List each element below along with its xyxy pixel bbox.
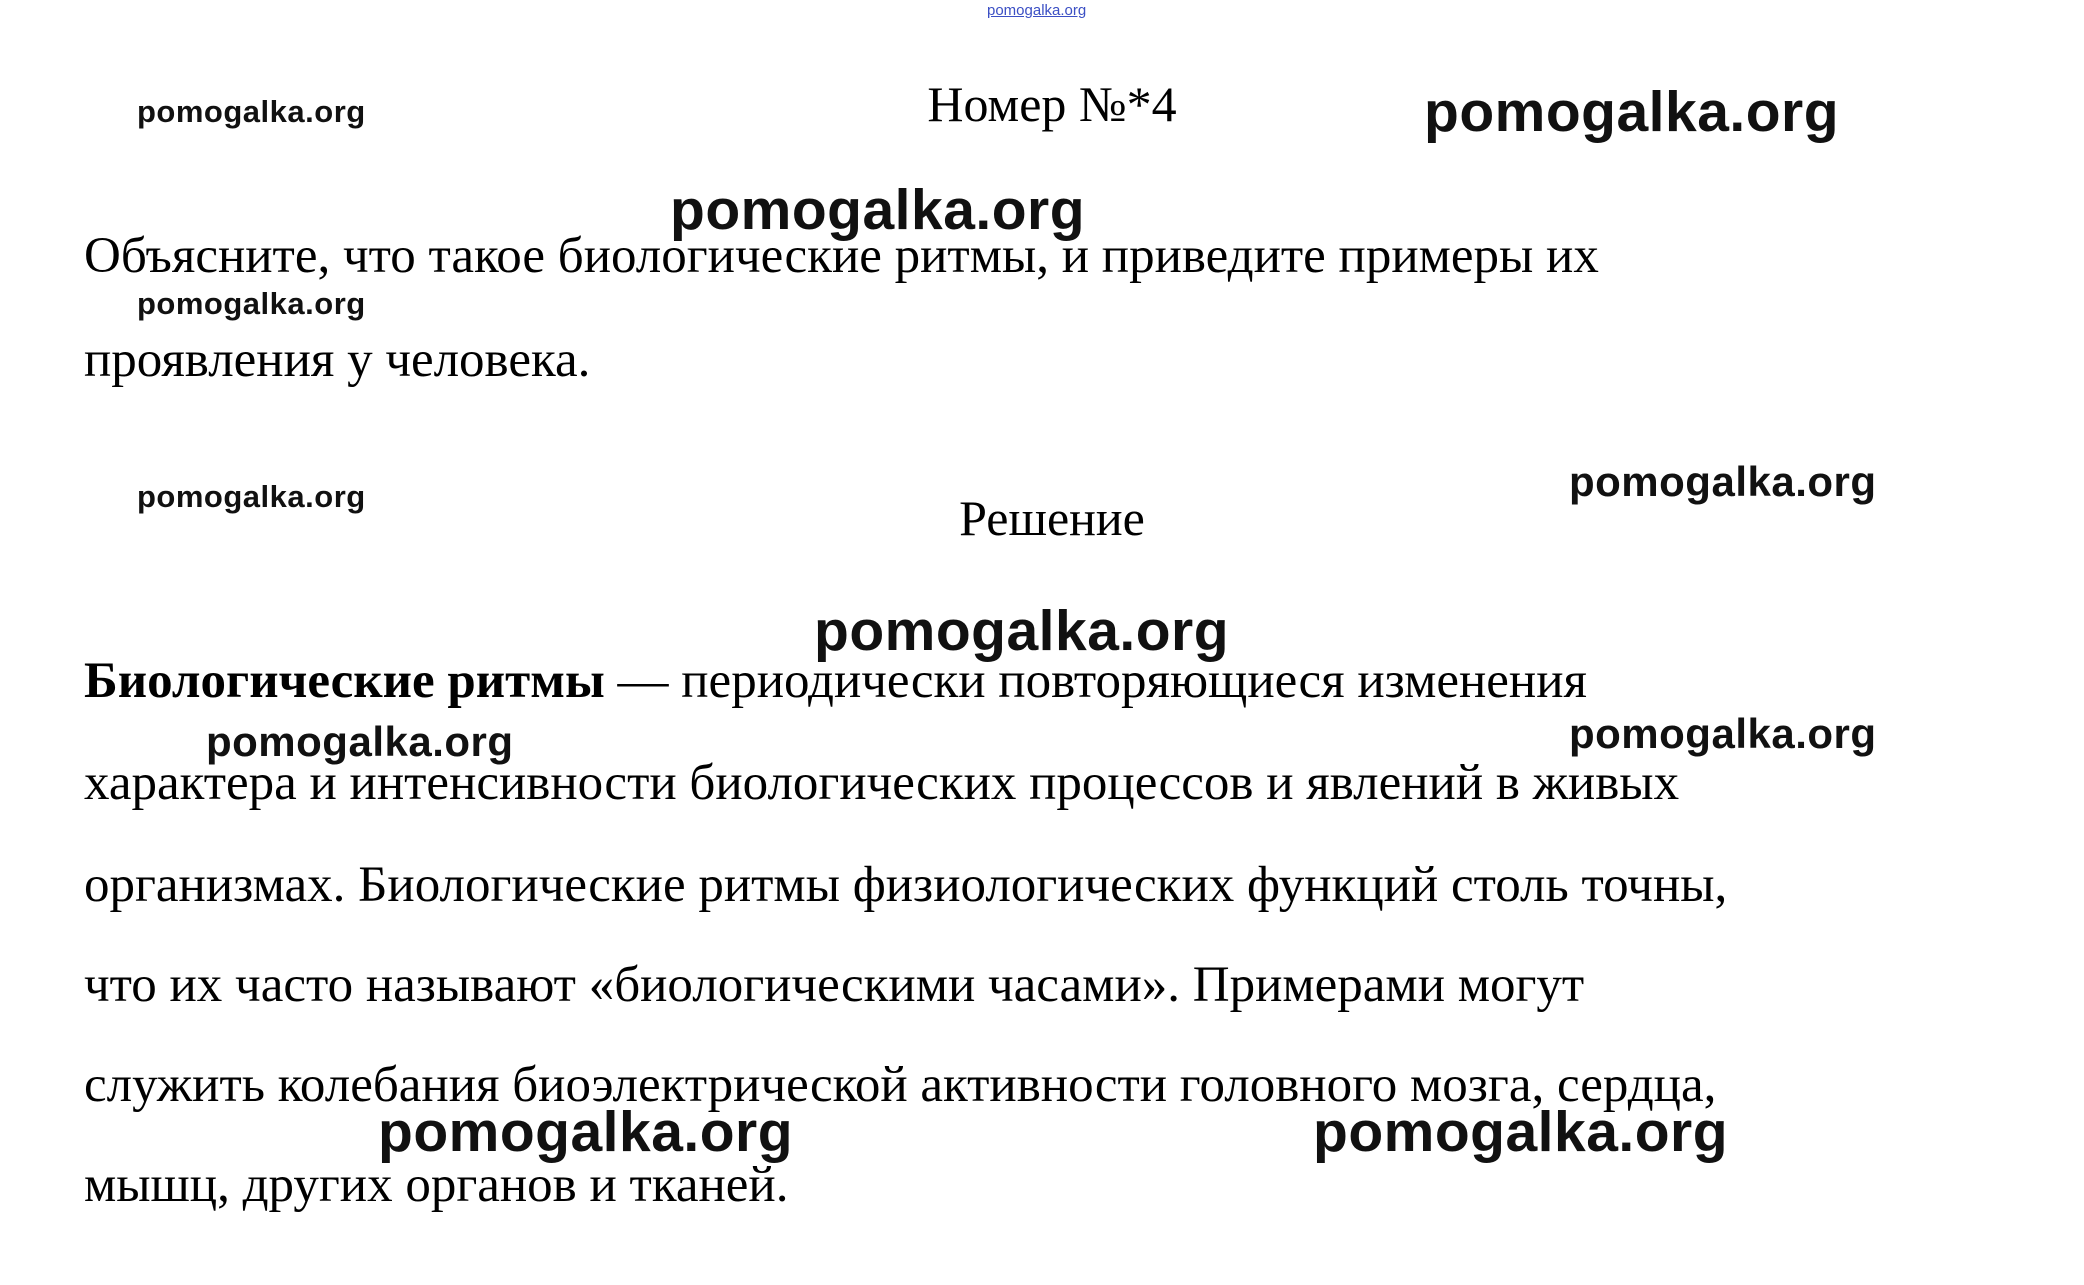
- watermark: pomogalka.org: [378, 1100, 794, 1164]
- watermark: pomogalka.org: [1313, 1100, 1729, 1164]
- solution-line-4: что их часто называют «биологическими часами». Примерами могут: [84, 957, 1585, 1013]
- page-title: Номер №*4: [927, 76, 1177, 132]
- term-bold: Биологические ритмы: [84, 653, 605, 709]
- watermark: pomogalka.org: [206, 718, 514, 765]
- source-link[interactable]: pomogalka.org: [987, 2, 1087, 19]
- watermark: pomogalka.org: [1569, 458, 1877, 505]
- solution-line-2: характера и интенсивности биологических процессов и явлений в живых: [84, 755, 1680, 811]
- solution-line-6: мышц, других органов и тканей.: [84, 1157, 789, 1213]
- watermark: pomogalka.org: [137, 94, 366, 129]
- watermark: pomogalka.org: [814, 599, 1230, 663]
- watermark: pomogalka.org: [137, 286, 366, 321]
- watermark: pomogalka.org: [137, 479, 366, 514]
- question-line-2: проявления у человека.: [84, 332, 591, 388]
- solution-line-3: организмах. Биологические ритмы физиологических функций столь точны,: [84, 857, 1728, 913]
- solution-heading: Решение: [959, 490, 1145, 546]
- term-definition-start: — периодически повторяющиеся изменения: [604, 653, 1587, 709]
- solution-line-5: служить колебания биоэлектрической активности головного мозга, сердца,: [84, 1057, 1717, 1113]
- watermark: pomogalka.org: [1569, 710, 1877, 757]
- watermark: pomogalka.org: [1424, 80, 1840, 144]
- watermark: pomogalka.org: [670, 178, 1086, 242]
- question-line-1: Объясните, что такое биологические ритмы, и приведите примеры их: [84, 228, 1599, 284]
